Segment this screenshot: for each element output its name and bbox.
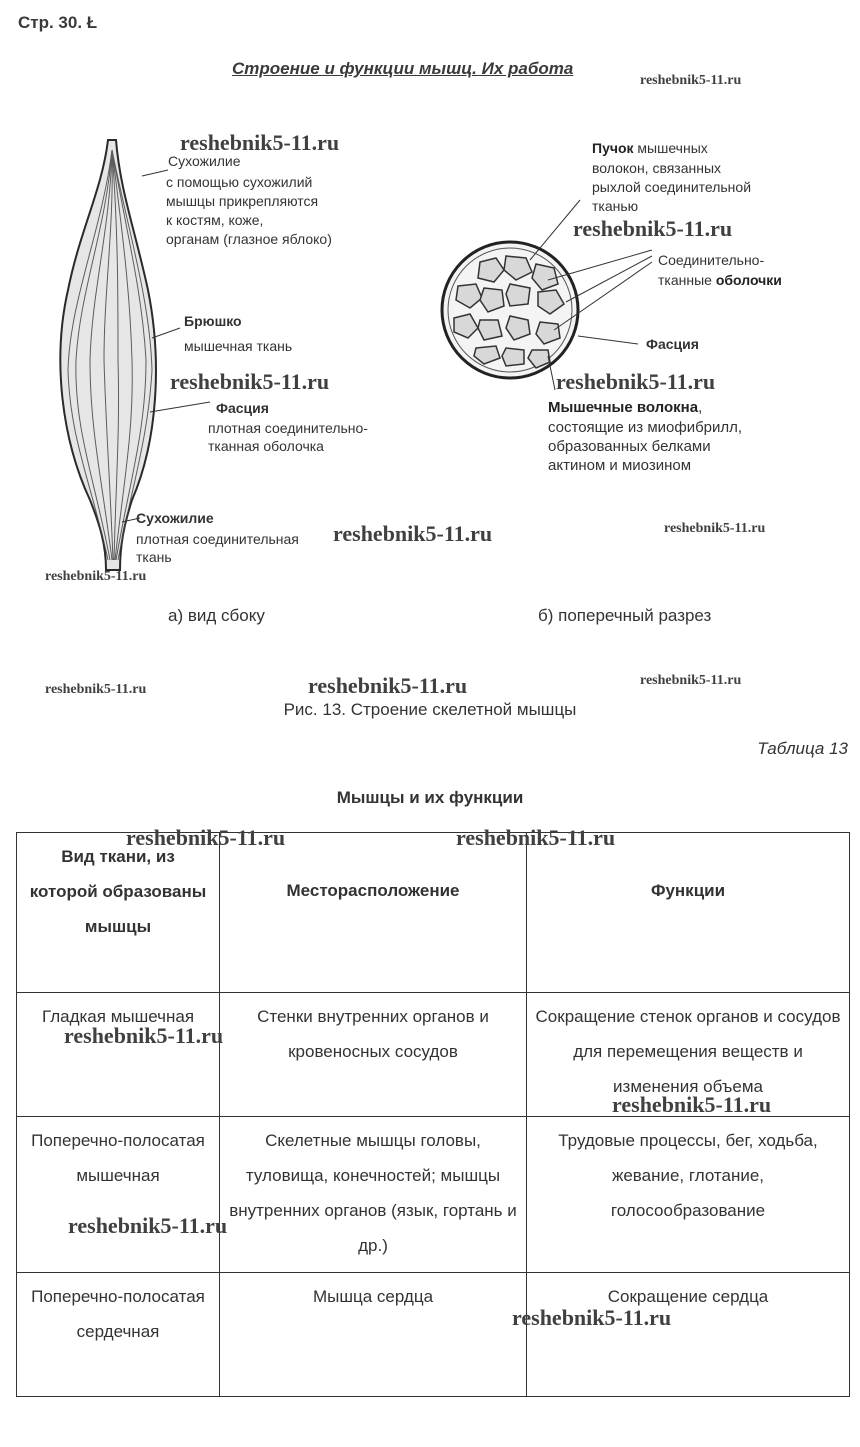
- fibers-desc-2: образованных белками: [548, 438, 711, 455]
- bundle-desc-4: тканью: [592, 198, 639, 214]
- sheath-bold: оболочки: [715, 272, 782, 288]
- cell-function-smooth: Сокращение стенок органов и сосудов для перемещения веществ и изменения объема: [527, 993, 850, 1117]
- fibers-desc-1: состоящие из миофибрилл,: [548, 419, 743, 436]
- fibers-title: Мышечные волокна: [548, 399, 699, 416]
- header-location: Месторасположение: [220, 833, 527, 993]
- table-number: Таблица 13: [757, 739, 848, 758]
- tendon-top-desc-4: органам (глазное яблоко): [166, 231, 332, 247]
- watermark: reshebnik5-11.ru: [556, 369, 716, 394]
- watermark: reshebnik5-11.ru: [333, 521, 493, 546]
- figure-title: Рис. 13. Строение скелетной мышцы: [283, 700, 577, 719]
- cell-tissue-striated: Поперечно-полосатая мышечная: [17, 1117, 220, 1273]
- bundle-label-line1: [592, 139, 708, 158]
- bundle-title: Пучок: [592, 140, 634, 156]
- fascia-side-desc-2: тканная оболочка: [208, 438, 324, 454]
- cell-function-striated: Трудовые процессы, бег, ходьба, жевание, глотание, голосообразование: [527, 1117, 850, 1273]
- page-number: Стр. 30. Ł: [18, 13, 98, 32]
- watermark: reshebnik5-11.ru: [170, 369, 330, 394]
- cell-location-striated: Скелетные мышцы головы, туловища, конечностей; мышцы внутренних органов (язык, гортань и др.): [220, 1117, 527, 1273]
- watermark: reshebnik5-11.ru: [126, 825, 286, 850]
- cell-tissue-cardiac: Поперечно-полосатая сердечная: [17, 1273, 220, 1397]
- table-row: [17, 1117, 850, 1273]
- fascia-side-desc-1: плотная соединительно-: [208, 420, 368, 436]
- cell-tissue-smooth: Гладкая мышечная: [17, 993, 220, 1117]
- watermark: reshebnik5-11.ru: [640, 73, 742, 88]
- watermark: reshebnik5-11.ru: [45, 682, 147, 697]
- tendon-bottom-title: Сухожилие: [136, 510, 214, 526]
- tendon-top-desc-3: к костям, коже,: [166, 212, 264, 228]
- header-functions: Функции: [527, 833, 850, 993]
- section-title: Строение и функции мышц. Их работа: [232, 59, 574, 78]
- bundle-desc-3: рыхлой соединительной: [592, 179, 752, 195]
- cell-location-smooth: Стенки внутренних органов и кровеносных сосудов: [220, 993, 527, 1117]
- belly-desc: мышечная ткань: [184, 338, 293, 354]
- table-row: [17, 1273, 850, 1397]
- watermark: reshebnik5-11.ru: [456, 825, 616, 850]
- tendon-top-title: Сухожилие: [168, 153, 241, 169]
- tendon-top-desc-1: с помощью сухожилий: [166, 174, 313, 190]
- fibers-label-line1: [548, 398, 702, 417]
- fascia-cross-title: Фасция: [646, 336, 699, 352]
- fascia-side-title: Фасция: [216, 400, 269, 416]
- cell-location-cardiac: Мышца сердца: [220, 1273, 527, 1397]
- watermark: reshebnik5-11.ru: [180, 130, 340, 155]
- caption-cross-section: б) поперечный разрез: [538, 606, 712, 625]
- watermark: reshebnik5-11.ru: [612, 1092, 772, 1117]
- watermark: reshebnik5-11.ru: [308, 673, 468, 698]
- bundle-desc-2: волокон, связанных: [592, 160, 722, 176]
- tendon-bottom-desc-1: плотная соединительная: [136, 531, 299, 547]
- sheath-label-line2: [658, 271, 782, 290]
- watermark: reshebnik5-11.ru: [664, 521, 766, 536]
- watermark: reshebnik5-11.ru: [68, 1213, 228, 1238]
- watermark: reshebnik5-11.ru: [573, 216, 733, 241]
- header-tissue-type: Вид ткани, из которой образованы мышцы: [17, 833, 220, 993]
- muscle-side-view-illustration: [40, 140, 180, 570]
- sheath-prefix: тканные: [658, 272, 716, 288]
- table-header-row: [17, 833, 850, 993]
- watermark: reshebnik5-11.ru: [64, 1023, 224, 1048]
- caption-side-view: а) вид сбоку: [168, 606, 265, 625]
- fibers-title-suffix: ,: [698, 399, 703, 416]
- sheath-label-line1: Соединительно-: [658, 252, 765, 268]
- watermark: reshebnik5-11.ru: [512, 1305, 672, 1330]
- watermark: reshebnik5-11.ru: [640, 673, 742, 688]
- fibers-desc-3: актином и миозином: [548, 457, 692, 474]
- tendon-bottom-desc-2: ткань: [136, 549, 172, 565]
- cell-function-cardiac: Сокращение сердца: [527, 1273, 850, 1397]
- bundle-desc-first: мышечных: [633, 140, 708, 156]
- muscle-cross-section-illustration: [440, 240, 640, 390]
- tendon-top-desc-2: мышцы прикрепляются: [166, 193, 319, 209]
- belly-title: Брюшко: [184, 313, 242, 329]
- table-title: Мышцы и их функции: [336, 788, 524, 807]
- watermark: reshebnik5-11.ru: [45, 569, 147, 584]
